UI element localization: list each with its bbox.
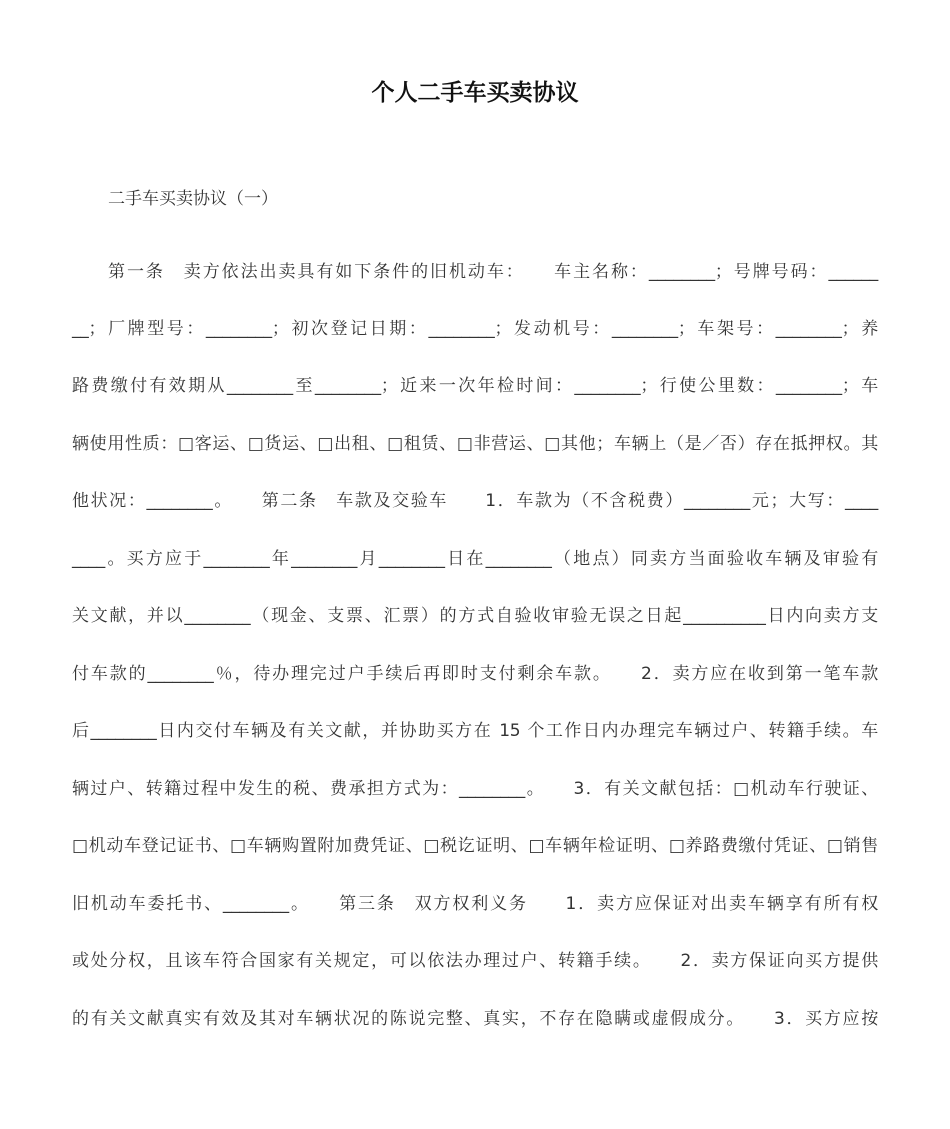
body-text-line: 他状况：________。 第二条 车款及交验车 1．车款为（不含税费）________元；大写：____ (72, 491, 878, 511)
body-text-line: 的有关文献真实有效及其对车辆状况的陈说完整、真实，不存在隐瞒或虚假成分。 3．买方应按 (72, 1009, 878, 1029)
document-subtitle: 二手车买卖协议（一） (108, 189, 278, 209)
body-text-line: 后________日内交付车辆及有关文献，并协助买方在 15 个工作日内办理完车辆过户、转籍手续。车 (72, 721, 878, 741)
body-text-line: __；厂牌型号：________；初次登记日期：________；发动机号：________；车架号：________；养 (72, 319, 878, 339)
body-text-line: 或处分权，且该车符合国家有关规定，可以依法办理过户、转籍手续。 2．卖方保证向买方提供 (72, 951, 878, 971)
body-text-line: 辆使用性质：□客运、□货运、□出租、□租赁、□非营运、□其他；车辆上（是／否）存在抵押权。其 (72, 434, 878, 454)
body-text-line: ____。买方应于________年________月________日在________（地点）同卖方当面验收车辆及审验有 (72, 549, 878, 569)
body-text-line: 路费缴付有效期从________至________；近来一次年检时间：________；行使公里数：________；车 (72, 376, 878, 396)
body-text-line: □机动车登记证书、□车辆购置附加费凭证、□税讫证明、□车辆年检证明、□养路费缴付凭证、□销售 (72, 836, 878, 856)
body-text-line: 旧机动车委托书、________。 第三条 双方权利义务 1．卖方应保证对出卖车辆享有所有权 (72, 894, 878, 914)
body-text-line: 付车款的________％，待办理完过户手续后再即时支付剩余车款。 2．卖方应在收到第一笔车款 (72, 664, 878, 684)
body-text-line: 第一条 卖方依法出卖具有如下条件的旧机动车： 车主名称：________；号牌号码：______ (108, 262, 878, 282)
document-title: 个人二手车买卖协议 (371, 80, 579, 106)
body-text-line: 辆过户、转籍过程中发生的税、费承担方式为：________。 3．有关文献包括：□机动车行驶证、 (72, 779, 878, 799)
body-text-line: 关文献，并以________（现金、支票、汇票）的方式自验收审验无误之日起__________日内向卖方支 (72, 606, 878, 626)
